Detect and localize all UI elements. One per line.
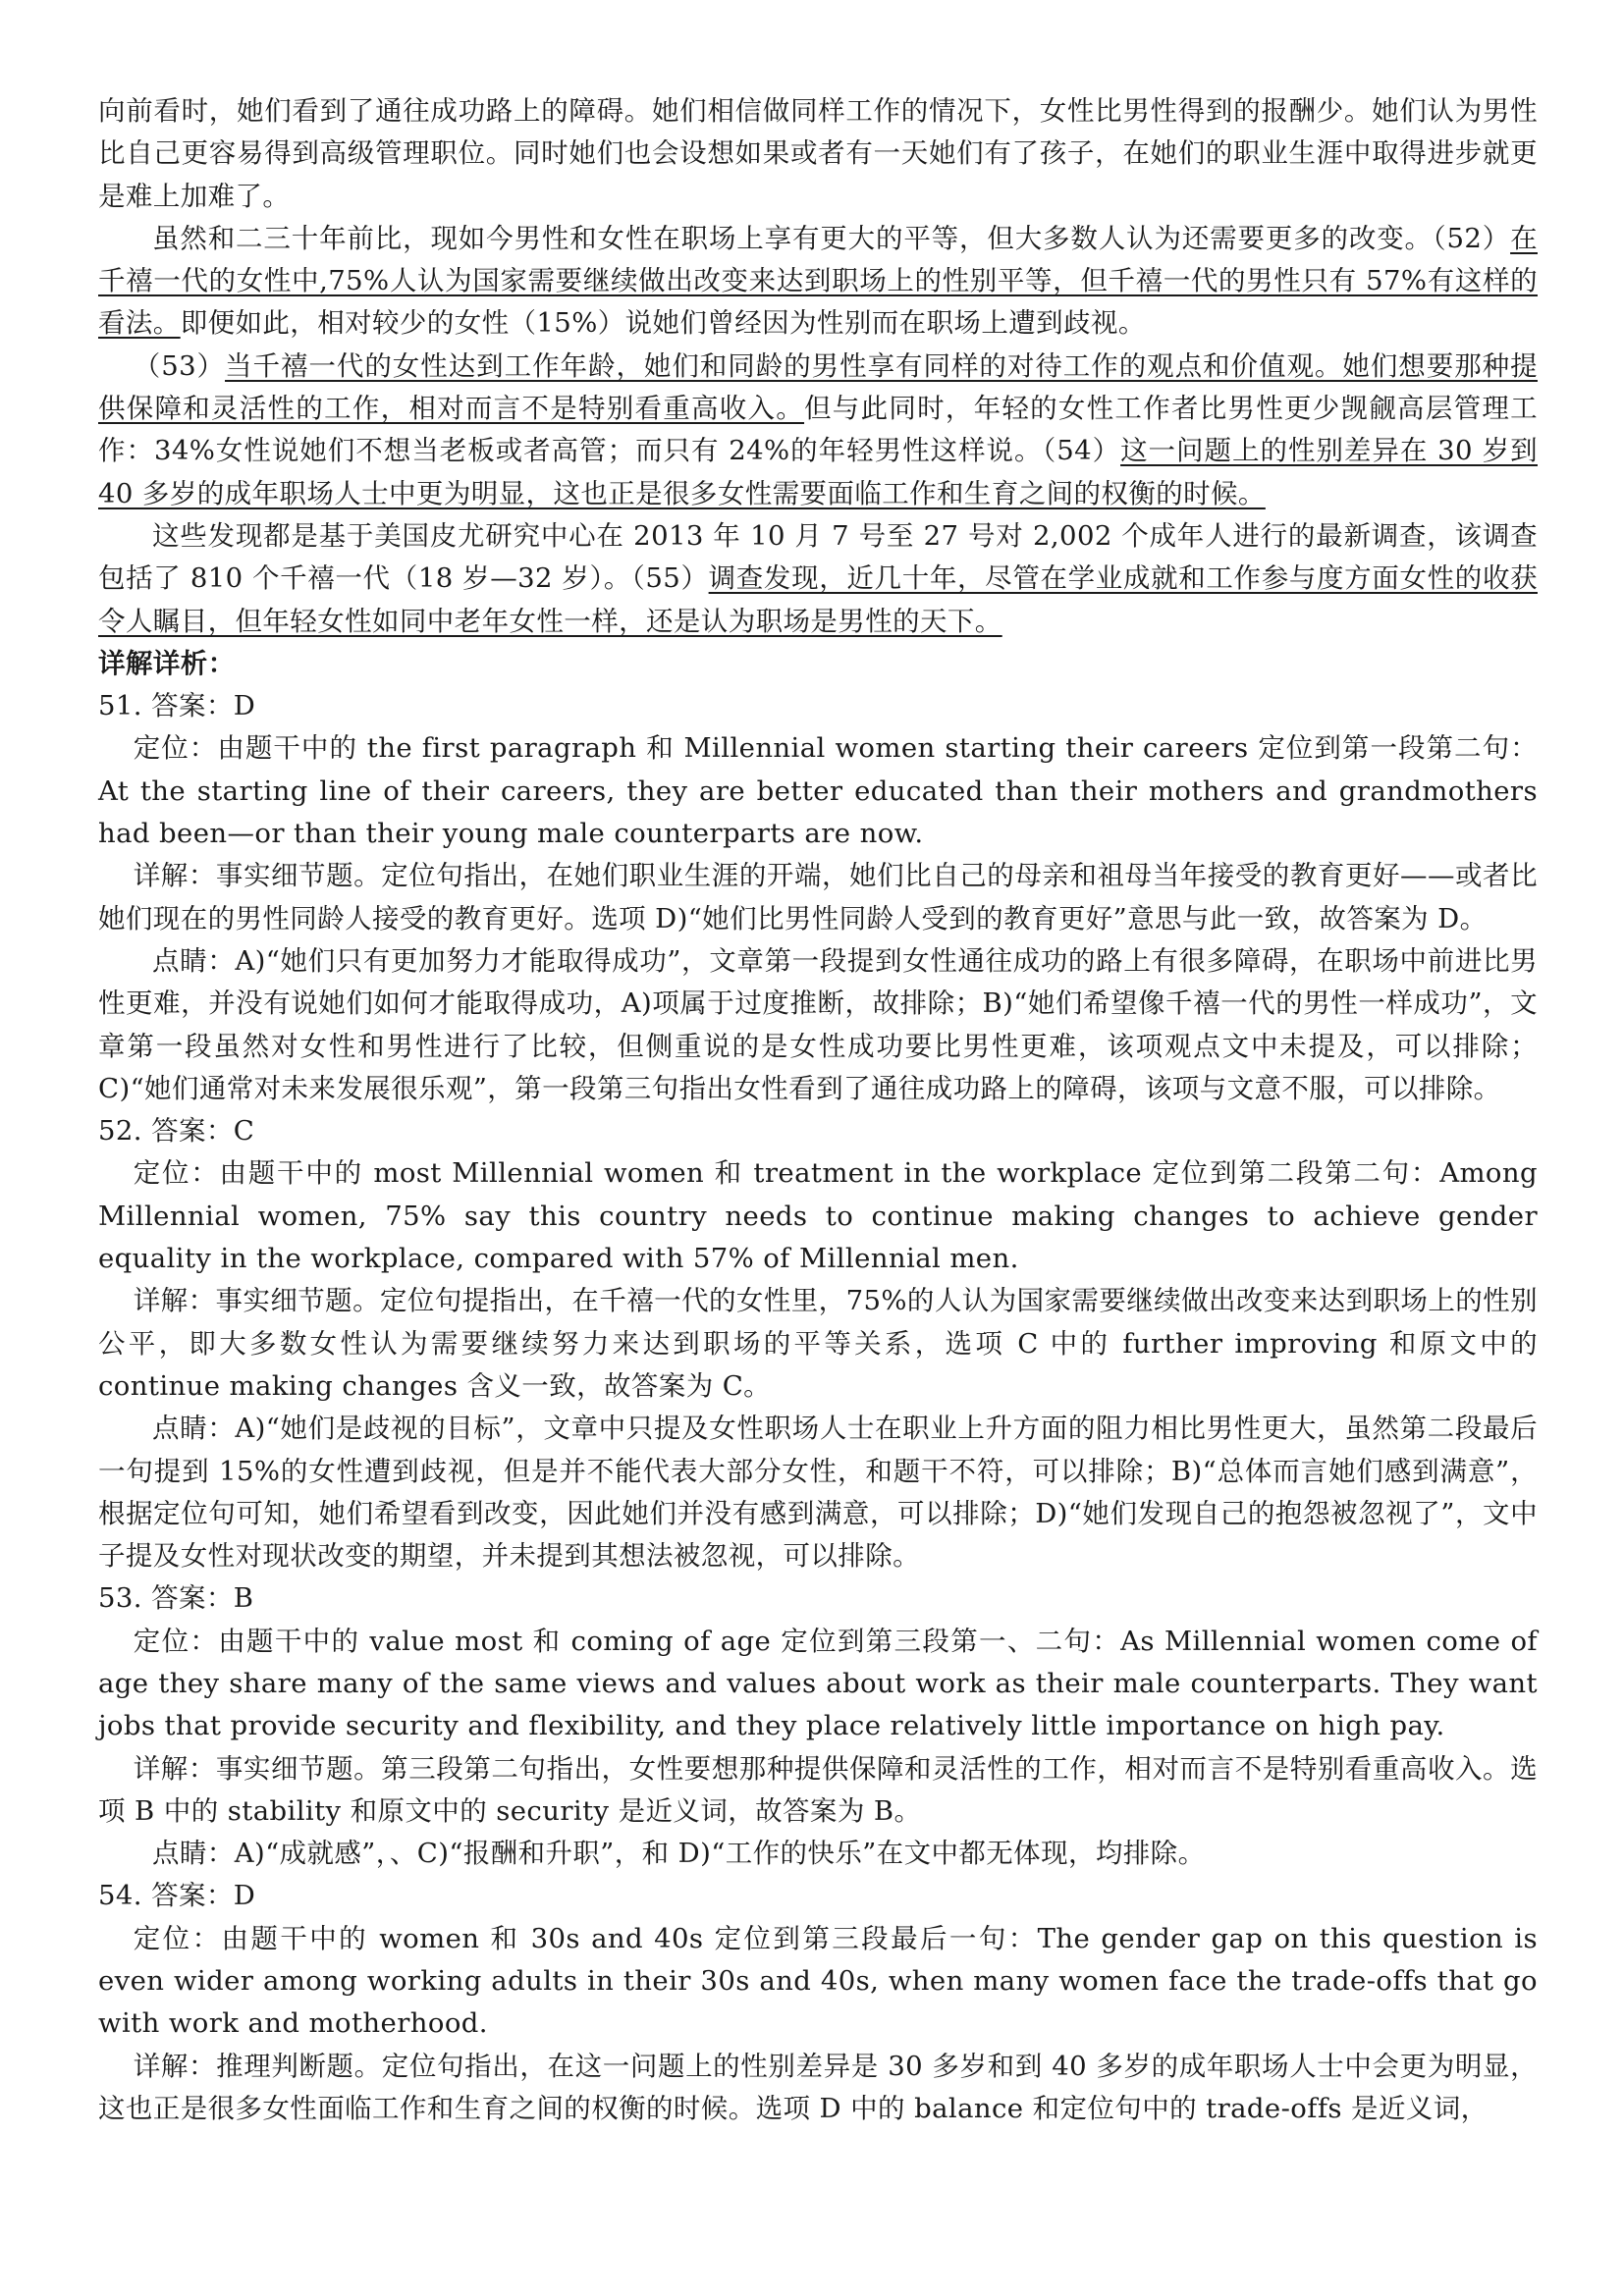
locate-51: 定位：由题干中的 the first paragraph 和 Millennial women starting their careers 定位到第一段第二句：At the starting line of their careers, they are better educated than their mothers and grandmothers had been—or than their young male counterparts are now. [98, 732, 1538, 850]
answer-52: 52. 答案：C [98, 1115, 255, 1148]
explain-52: 详解：事实细节题。定位句提指出，在千禧一代的女性里，75%的人认为国家需要继续做出改变来达到职场上的性别公平，即大多数女性认为需要继续努力来达到职场的平等关系，选项 C 中的 further improving 和原文中的 continue making changes 含义一致，故答案为 C。 [98, 1285, 1538, 1402]
locate-54: 定位：由题干中的 women 和 30s and 40s 定位到第三段最后一句：The gender gap on this question is even wider among working adults in their 30s and 40s, when many women face the trade-offs that go with work and motherhood. [98, 1922, 1538, 2040]
underlined-sentence-54: 这一问题上的性别差异在 30 岁到 40 多岁的成年职场人士中更为明显，这也正是很多女性需要面临工作和生育之间的权衡的时候。 [98, 435, 1538, 509]
passage-text: 虽然和二三十年前比，现如今男性和女性在职场上享有更大的平等，但大多数人认为还需要更多的改变。（52） [152, 222, 1511, 254]
passage-text: 这些发现都是基于美国皮尤研究中心在 2013 年 10 月 7 号至 27 号对 2,002 个成年人进行的最新调查，该调查包括了 810 个千禧一代（18 岁—32 岁）。（55） [98, 519, 1538, 595]
locate-53: 定位：由题干中的 value most 和 coming of age 定位到第三段第一、二句：As Millennial women come of age they share many of the same views and values about work as their male counterparts. They want jobs that provide security and flexibility, and they place relatively little importance on high pay. [98, 1625, 1538, 1742]
passage-text: 即便如此，相对较少的女性（15%）说她们曾经因为性别而在职场上遭到歧视。 [180, 307, 1146, 340]
answer-51: 51. 答案：D [98, 690, 256, 722]
explain-54: 详解：推理判断题。定位句指出，在这一问题上的性别差异是 30 多岁和到 40 多岁的成年职场人士中会更为明显，这也正是很多女性面临工作和生育之间的权衡的时候。选项 D 中的 balance 和定位句中的 trade-offs 是近义词， [98, 2050, 1538, 2124]
underlined-sentence-55: 调查发现，近几十年，尽管在学业成就和工作参与度方面女性的收获令人瞩目，但年轻女性如同中老年女性一样，还是认为职场是男性的天下。 [98, 562, 1538, 637]
passage-paragraph-3 [98, 346, 1538, 515]
passage-paragraph-2 [98, 218, 1538, 346]
underlined-sentence-52: 在千禧一代的女性中,75%人认为国家需要继续做出改变来达到职场上的性别平等，但千禧一代的男性只有 57%有这样的看法。 [98, 222, 1538, 340]
passage-paragraph-4 [98, 515, 1538, 643]
locate-52: 定位：由题干中的 most Millennial women 和 treatment in the workplace 定位到第二段第二句：Among Millennial women, 75% say this country needs to continue making changes to achieve gender equality in the workplace, compared with 57% of Millennial men. [98, 1157, 1538, 1275]
passage-text: 向前看时，她们看到了通往成功路上的障碍。她们相信做同样工作的情况下，女性比男性得到的报酬少。她们认为男性比自己更容易得到高级管理职位。同时她们也会设想如果或者有一天她们有了孩子，在她们的职业生涯中取得进步就更是难上加难了。 [98, 95, 1538, 212]
passage-paragraph-1 [98, 90, 1538, 218]
tip-52: 点睛：A)“她们是歧视的目标”，文章中只提及女性职场人士在职业上升方面的阻力相比男性更大，虽然第二段最后一句提到 15%的女性遭到歧视，但是并不能代表大部分女性，和题干不符，可以排除；B)“总体而言她们感到满意”，根据定位句可知，她们希望看到改变，因此她们并没有感到满意，可以排除；D)“她们发现自己的抱怨被忽视了”，文中子提及女性对现状改变的期望，并未提到其想法被忽视，可以排除。 [98, 1413, 1538, 1573]
tip-51: 点睛：A)“她们只有更加努力才能取得成功”，文章第一段提到女性通往成功的路上有很多障碍，在职场中前进比男性更难，并没有说她们如何才能取得成功，A)项属于过度推断，故排除；B)“她们希望像千禧一代的男性一样成功”，文章第一段虽然对女性和男性进行了比较，但侧重说的是女性成功要比男性更难，该项观点文中未提及，可以排除；C)“她们通常对未来发展很乐观”，第一段第三句指出女性看到了通往成功路上的障碍，该项与文意不服，可以排除。 [98, 944, 1538, 1104]
question-number-53: （53） [133, 349, 226, 382]
analysis-heading: 详解详析： [98, 647, 236, 679]
answer-53: 53. 答案：B [98, 1582, 254, 1615]
document-body [98, 90, 1538, 2130]
underlined-sentence-53: 当千禧一代的女性达到工作年龄，她们和同龄的男性享有同样的对待工作的观点和价值观。她们想要那种提供保障和灵活性的工作，相对而言不是特别看重高收入。 [98, 349, 1539, 425]
answer-54: 54. 答案：D [98, 1880, 256, 1912]
explain-53: 详解：事实细节题。第三段第二句指出，女性要想那种提供保障和灵活性的工作，相对而言不是特别看重高收入。选项 B 中的 stability 和原文中的 security 是近义词，故答案为 B。 [98, 1752, 1538, 1827]
explain-51: 详解：事实细节题。定位句指出，在她们职业生涯的开端，她们比自己的母亲和祖母当年接受的教育更好——或者比她们现在的男性同龄人接受的教育更好。选项 D)“她们比男性同龄人受到的教育更好”意思与此一致，故答案为 D。 [98, 860, 1538, 934]
passage-text: 但与此同时，年轻的女性工作者比男性更少觊觎高层管理工作：34%女性说她们不想当老板或者高管；而只有 24%的年轻男性这样说。（54） [98, 393, 1538, 467]
tip-53: 点睛：A)“成就感”，、C)“报酬和升职”，和 D)“工作的快乐”在文中都无体现，均排除。 [152, 1838, 1206, 1870]
